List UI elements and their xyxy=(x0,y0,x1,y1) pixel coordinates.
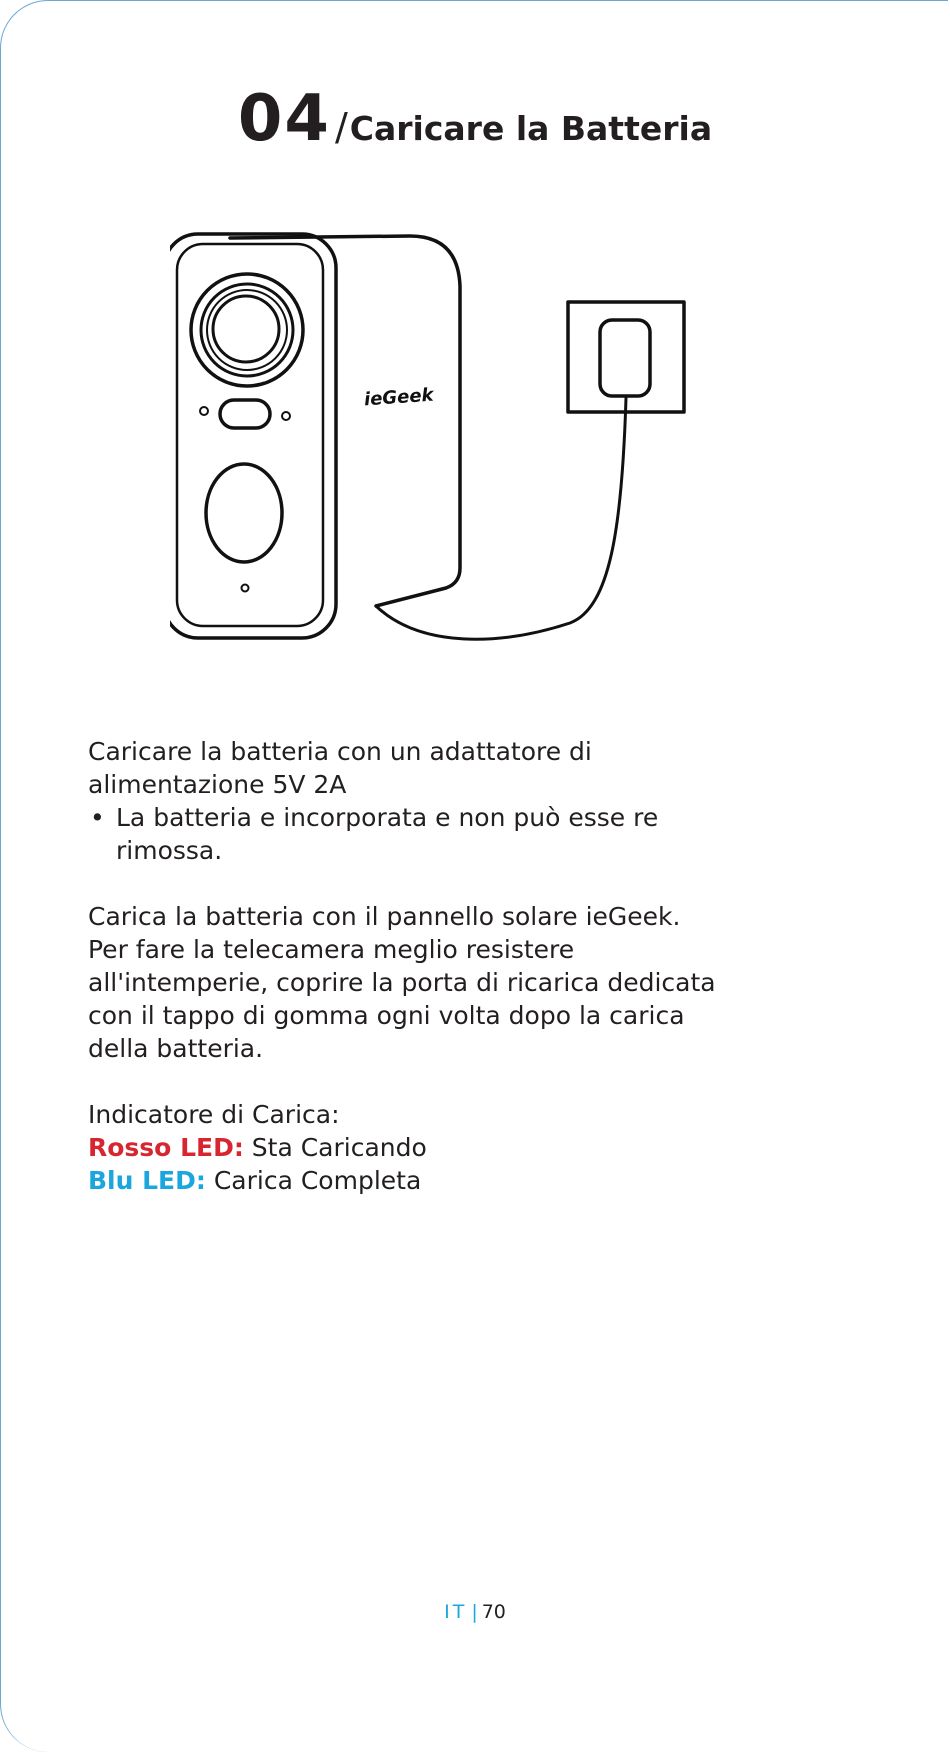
status-led-right xyxy=(282,412,290,420)
page-footer xyxy=(0,1601,950,1623)
bullet-marker: • xyxy=(90,803,105,832)
solar-panel-line: della batteria. xyxy=(88,1034,264,1063)
lens-core xyxy=(213,296,279,362)
page-title xyxy=(0,82,950,156)
language-code: IT xyxy=(444,1601,468,1623)
section-number: 04 xyxy=(237,82,331,156)
status-led-left xyxy=(200,407,208,415)
indicator-heading: Indicatore di Carica: xyxy=(88,1100,340,1129)
blue-led-row xyxy=(88,1164,888,1197)
title-separator: / xyxy=(334,105,348,149)
bullet-text-line: rimossa. xyxy=(116,836,223,865)
section-title: Caricare la Batteria xyxy=(349,109,713,148)
solar-panel-line: con il tappo di gomma ogni volta dopo la carica xyxy=(88,1001,685,1030)
solar-panel-line: all'intemperie, coprire la porta di ricarica dedicata xyxy=(88,968,716,997)
camera-illustration-svg xyxy=(170,228,770,708)
camera-front-outer xyxy=(170,234,336,638)
blue-led-description: Carica Completa xyxy=(205,1166,422,1195)
microphone-hole xyxy=(242,585,249,592)
blue-led-label: Blu LED: xyxy=(88,1166,206,1195)
pir-sensor xyxy=(206,464,282,562)
solar-panel-line: Per fare la telecamera meglio resistere xyxy=(88,935,575,964)
wall-socket-adapter xyxy=(600,320,650,396)
camera-brand-logo: ieGeek xyxy=(363,384,435,411)
charging-cable xyxy=(376,398,626,639)
red-led-description: Sta Caricando xyxy=(243,1133,427,1162)
footer-separator: | xyxy=(471,1601,478,1623)
bullet-text-line: La batteria e incorporata e non può esse re xyxy=(116,803,659,832)
red-led-label: Rosso LED: xyxy=(88,1133,244,1162)
battery-note-bullet xyxy=(88,801,888,867)
solar-panel-line: Carica la batteria con il pannello solare ieGeek. xyxy=(88,902,681,931)
camera-body-side xyxy=(230,236,460,606)
charging-instruction-line: Caricare la batteria con un adattatore di xyxy=(88,737,592,766)
sensor-pill xyxy=(220,400,270,428)
lens-inner-ring xyxy=(207,290,287,370)
page-number: 70 xyxy=(481,1601,506,1623)
instructions-body xyxy=(88,735,888,1197)
red-led-row xyxy=(88,1131,888,1164)
camera-charging-illustration xyxy=(170,228,770,712)
charging-instruction-line: alimentazione 5V 2A xyxy=(88,770,347,799)
